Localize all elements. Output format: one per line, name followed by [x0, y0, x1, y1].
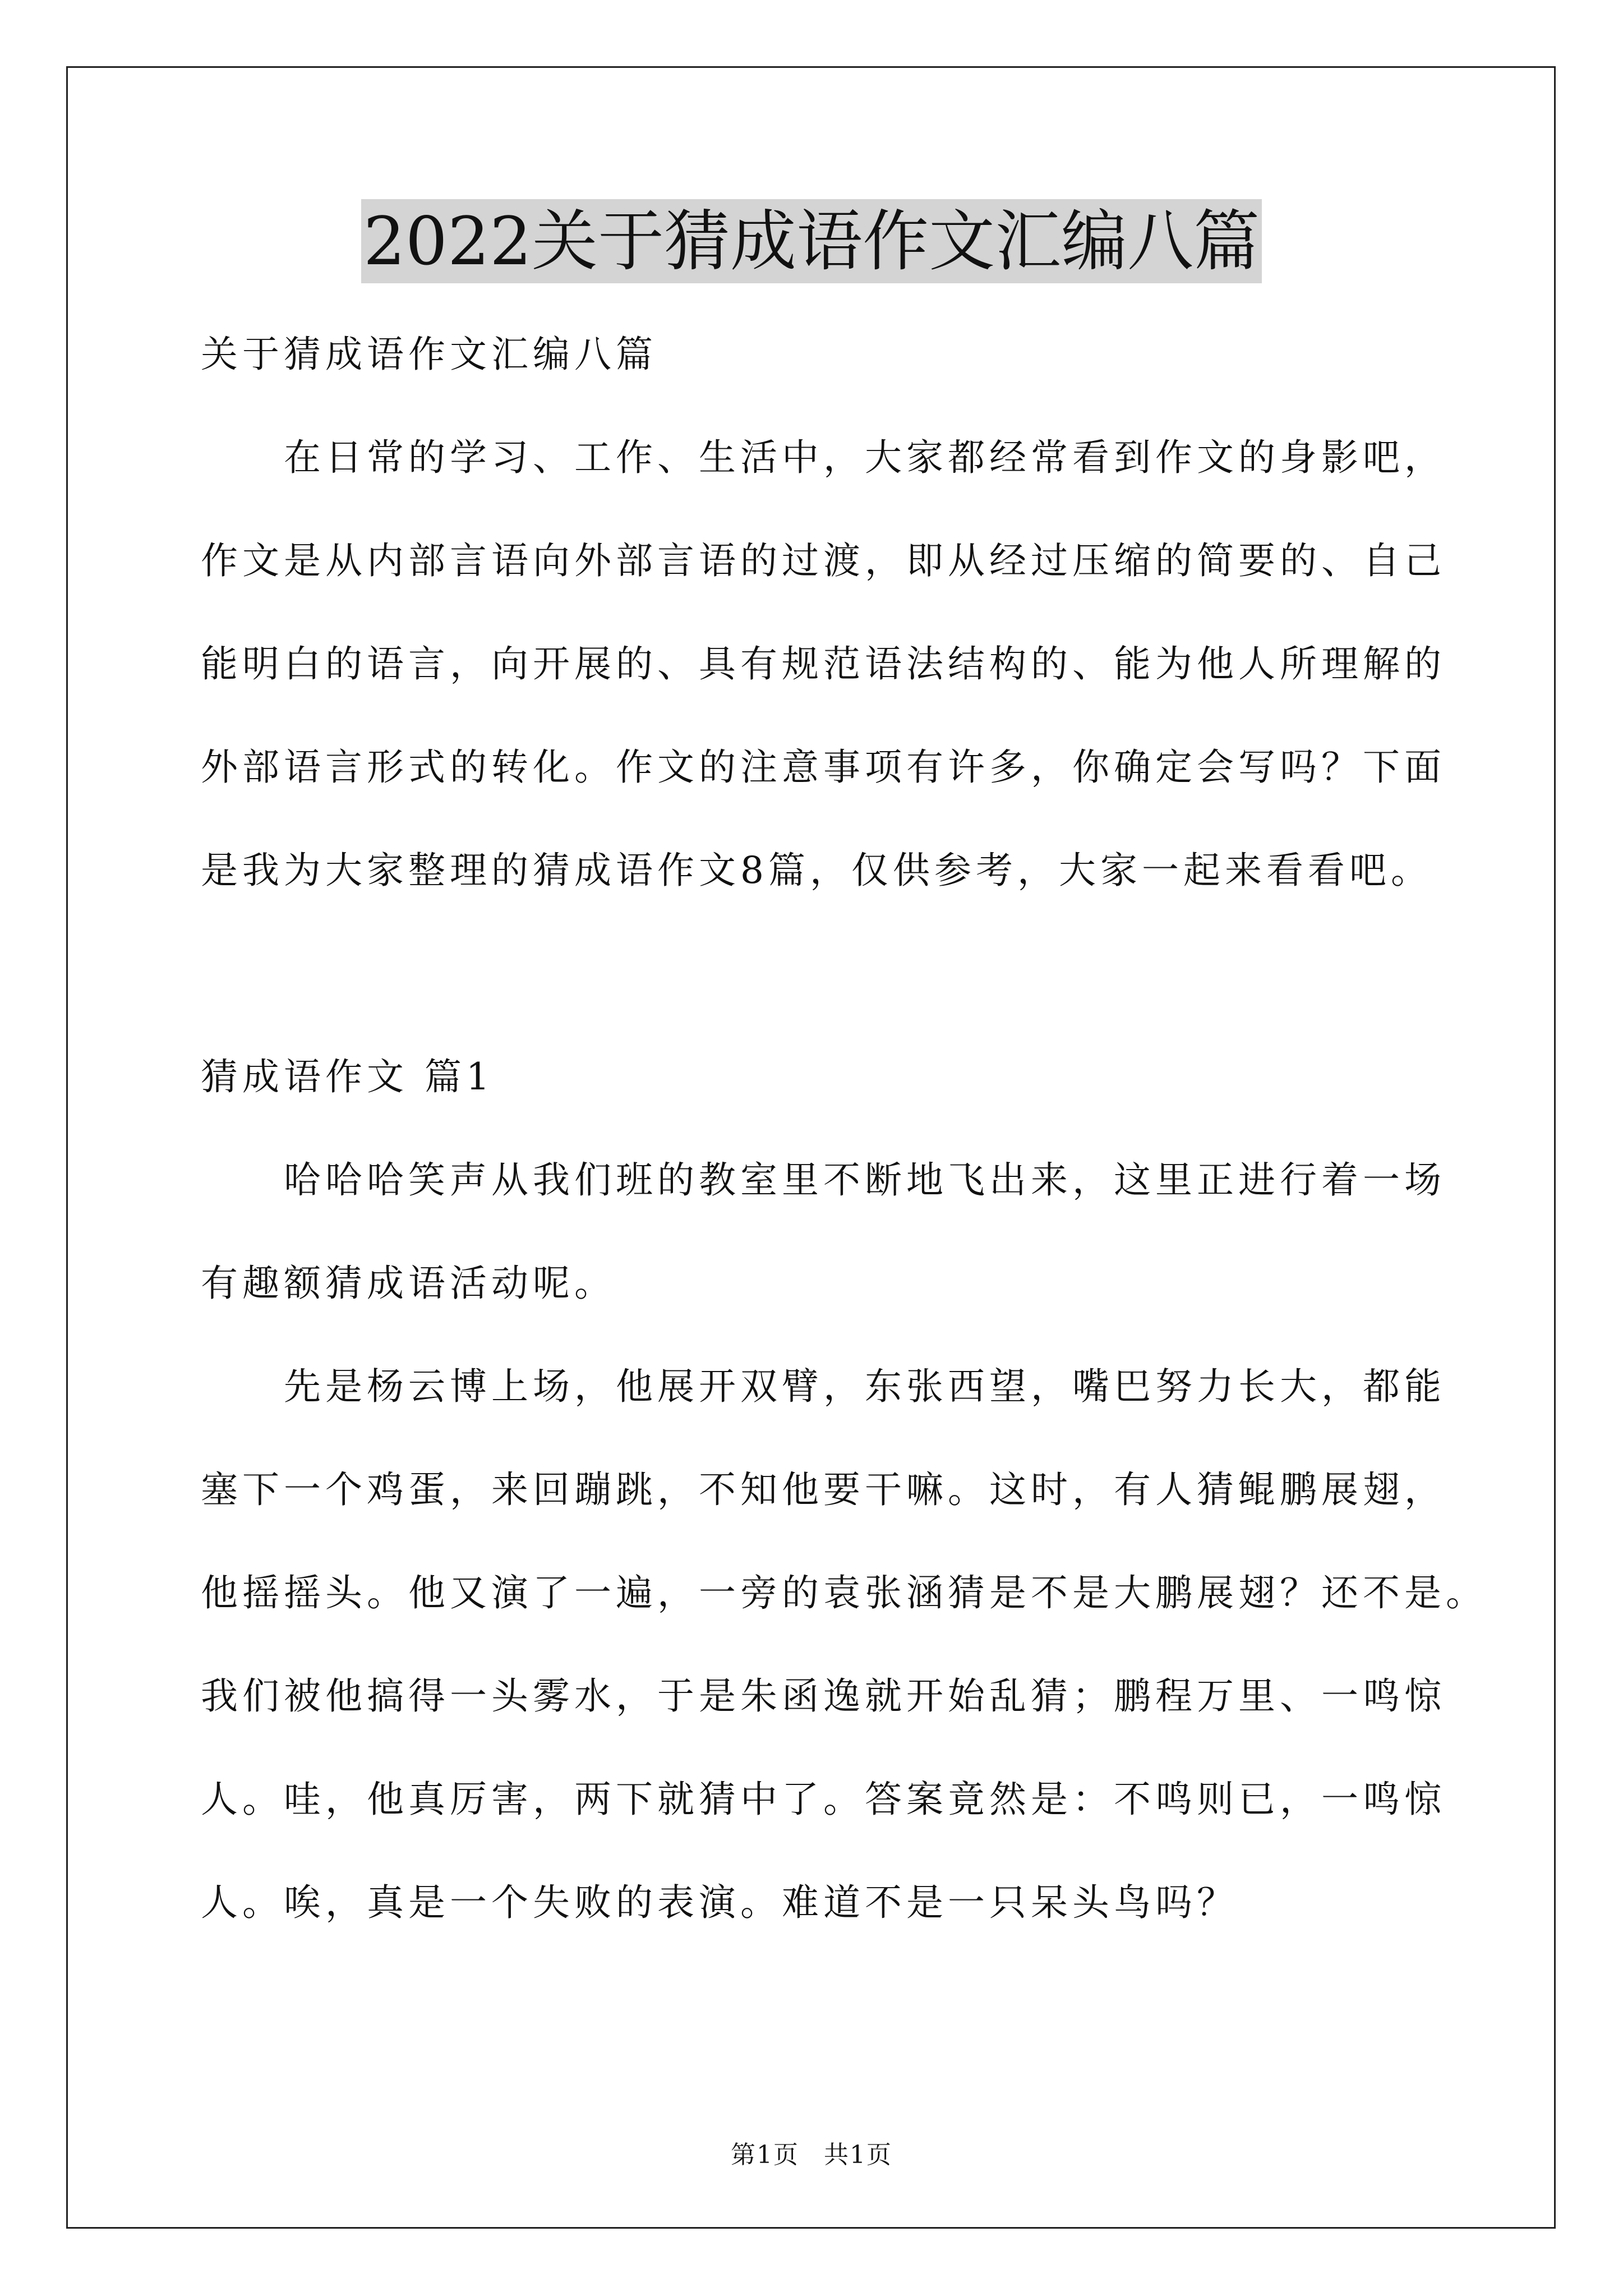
- text-line: 他摇摇头。他又演了一遍，一旁的袁张涵猜是不是大鹏展翅？还不是。: [201, 1571, 1487, 1614]
- text-line: 作文是从内部言语向外部言语的过渡，即从经过压缩的简要的、自己: [201, 539, 1446, 582]
- page-total: 共1页: [824, 2141, 892, 2169]
- text-line: 有趣额猜成语活动呢。: [201, 1262, 616, 1305]
- text-line: 人。唉，真是一个失败的表演。难道不是一只呆头鸟吗？: [201, 1881, 1238, 1924]
- text-line: 是我为大家整理的猜成语作文8篇，仅供参考，大家一起来看看吧。: [201, 849, 1432, 892]
- text-line: 先是杨云博上场，他展开双臂，东张西望，嘴巴努力长大，都能: [284, 1365, 1446, 1408]
- title-container: [0, 199, 1623, 283]
- page-number: 第1页: [731, 2141, 799, 2169]
- text-line: 哈哈哈笑声从我们班的教室里不断地飞出来，这里正进行着一场: [284, 1158, 1446, 1202]
- text-line: 我们被他搞得一头雾水，于是朱函逸就开始乱猜；鹏程万里、一鸣惊: [201, 1674, 1446, 1718]
- page-footer: [0, 2134, 1623, 2170]
- blank-line: [201, 922, 1491, 1025]
- text-line: 外部语言形式的转化。作文的注意事项有许多，你确定会写吗？下面: [201, 746, 1446, 789]
- text-line: 人。哇，他真厉害，两下就猜中了。答案竟然是：不鸣则已，一鸣惊: [201, 1778, 1446, 1821]
- section-heading: 猜成语作文 篇1: [201, 1055, 494, 1098]
- text-line: 能明白的语言，向开展的、具有规范语法结构的、能为他人所理解的: [201, 642, 1446, 685]
- text-line: 塞下一个鸡蛋，来回蹦跳，不知他要干嘛。这时，有人猜鲲鹏展翅，: [201, 1468, 1446, 1511]
- document-body: [201, 303, 1491, 1954]
- document-title: 2022关于猜成语作文汇编八篇: [361, 199, 1262, 283]
- text-line: 在日常的学习、工作、生活中，大家都经常看到作文的身影吧，: [284, 436, 1446, 479]
- subtitle-line: 关于猜成语作文汇编八篇: [201, 333, 657, 376]
